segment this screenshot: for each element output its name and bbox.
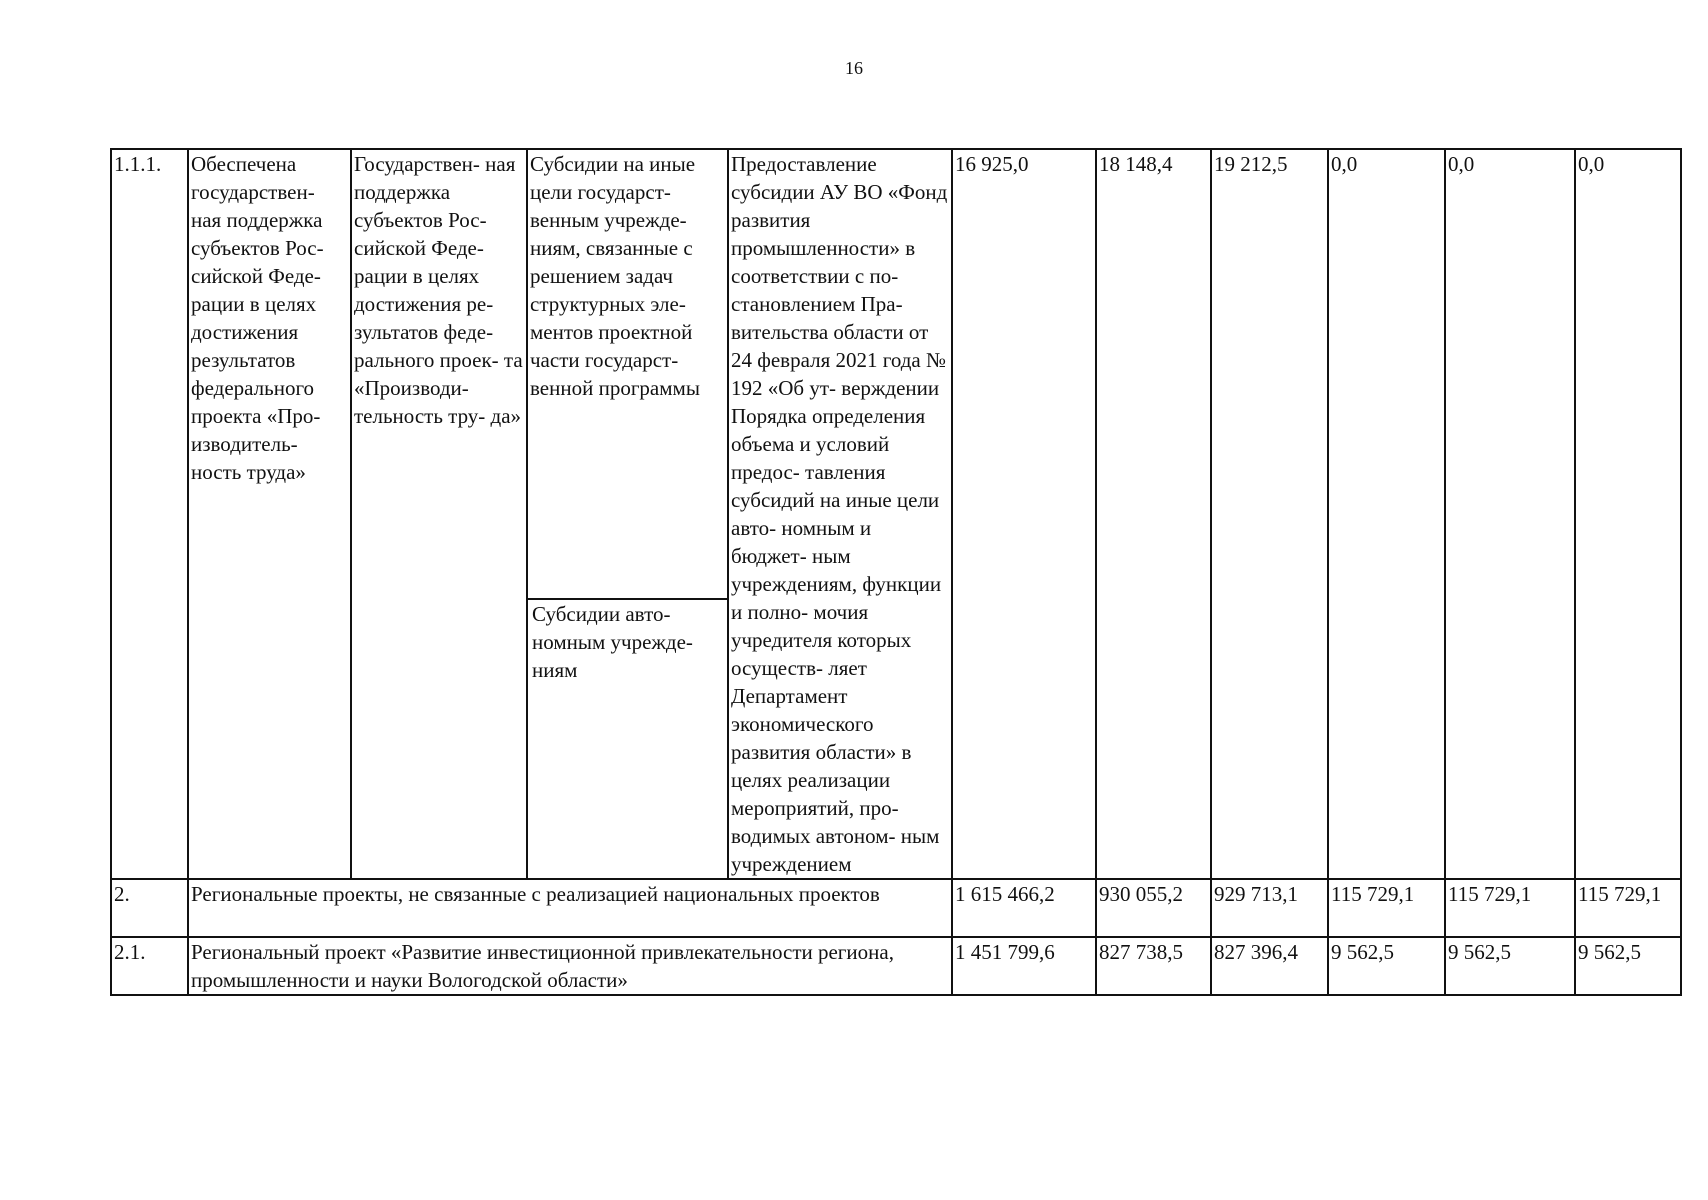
section-name: Региональные проекты, не связанные с реализацией национальных проектов bbox=[188, 879, 952, 937]
description-cell: Предоставление субсидии АУ ВО «Фонд развития промышленности» в соответствии с по- становлением Пра- вительства области от 24 февраля 2021 года № 192 «Об ут- верждении Порядка определения объема и условий предос- тавления субсидий на иные цели авто- номным и бюджет- ным учреждениям, функции и полно- мочия учредителя которых осуществ- ляет Департамент экономического развития области» в целях реализации мероприятий, про- водимых автоном- ным учреждением bbox=[728, 149, 952, 879]
value-cell: 0,0 bbox=[1328, 149, 1445, 879]
budget-table bbox=[110, 148, 1682, 996]
value-cell: 9 562,5 bbox=[1575, 937, 1681, 995]
expense-type-1: Субсидии на иные цели государст- венным учрежде- ниям, связанные с решением задач структурных эле- ментов проектной части государст- венной программы bbox=[528, 150, 727, 600]
expense-type-cell bbox=[527, 149, 728, 879]
value-cell: 115 729,1 bbox=[1445, 879, 1575, 937]
value-cell: 16 925,0 bbox=[952, 149, 1096, 879]
row-number: 1.1.1. bbox=[111, 149, 188, 879]
value-cell: 930 055,2 bbox=[1096, 879, 1211, 937]
value-cell: 18 148,4 bbox=[1096, 149, 1211, 879]
row-number: 2.1. bbox=[111, 937, 188, 995]
expense-type-2: Субсидии авто- номным учрежде- ниям bbox=[532, 602, 693, 682]
row-number: 2. bbox=[111, 879, 188, 937]
result-cell: Обеспечена государствен- ная поддержка субъектов Рос- сийской Феде- рации в целях достижения результатов федерального проекта «Про- изводитель- ность труда» bbox=[188, 149, 351, 879]
value-cell: 115 729,1 bbox=[1328, 879, 1445, 937]
value-cell: 827 738,5 bbox=[1096, 937, 1211, 995]
table-row bbox=[111, 937, 1681, 995]
value-cell: 929 713,1 bbox=[1211, 879, 1328, 937]
value-cell: 1 451 799,6 bbox=[952, 937, 1096, 995]
value-cell: 115 729,1 bbox=[1575, 879, 1681, 937]
value-cell: 9 562,5 bbox=[1328, 937, 1445, 995]
value-cell: 0,0 bbox=[1575, 149, 1681, 879]
value-cell: 1 615 466,2 bbox=[952, 879, 1096, 937]
value-cell: 0,0 bbox=[1445, 149, 1575, 879]
table-row bbox=[111, 149, 1681, 879]
table-row bbox=[111, 879, 1681, 937]
value-cell: 827 396,4 bbox=[1211, 937, 1328, 995]
value-cell: 19 212,5 bbox=[1211, 149, 1328, 879]
value-cell: 9 562,5 bbox=[1445, 937, 1575, 995]
section-name: Региональный проект «Развитие инвестиционной привлекательности региона, промышленности и науки Вологодской области» bbox=[188, 937, 952, 995]
page-number: 16 bbox=[845, 58, 863, 78]
direction-cell: Государствен- ная поддержка субъектов Рос- сийской Феде- рации в целях достижения ре- зультатов феде- рального проек- та «Производи- тельность тру- да» bbox=[351, 149, 527, 879]
